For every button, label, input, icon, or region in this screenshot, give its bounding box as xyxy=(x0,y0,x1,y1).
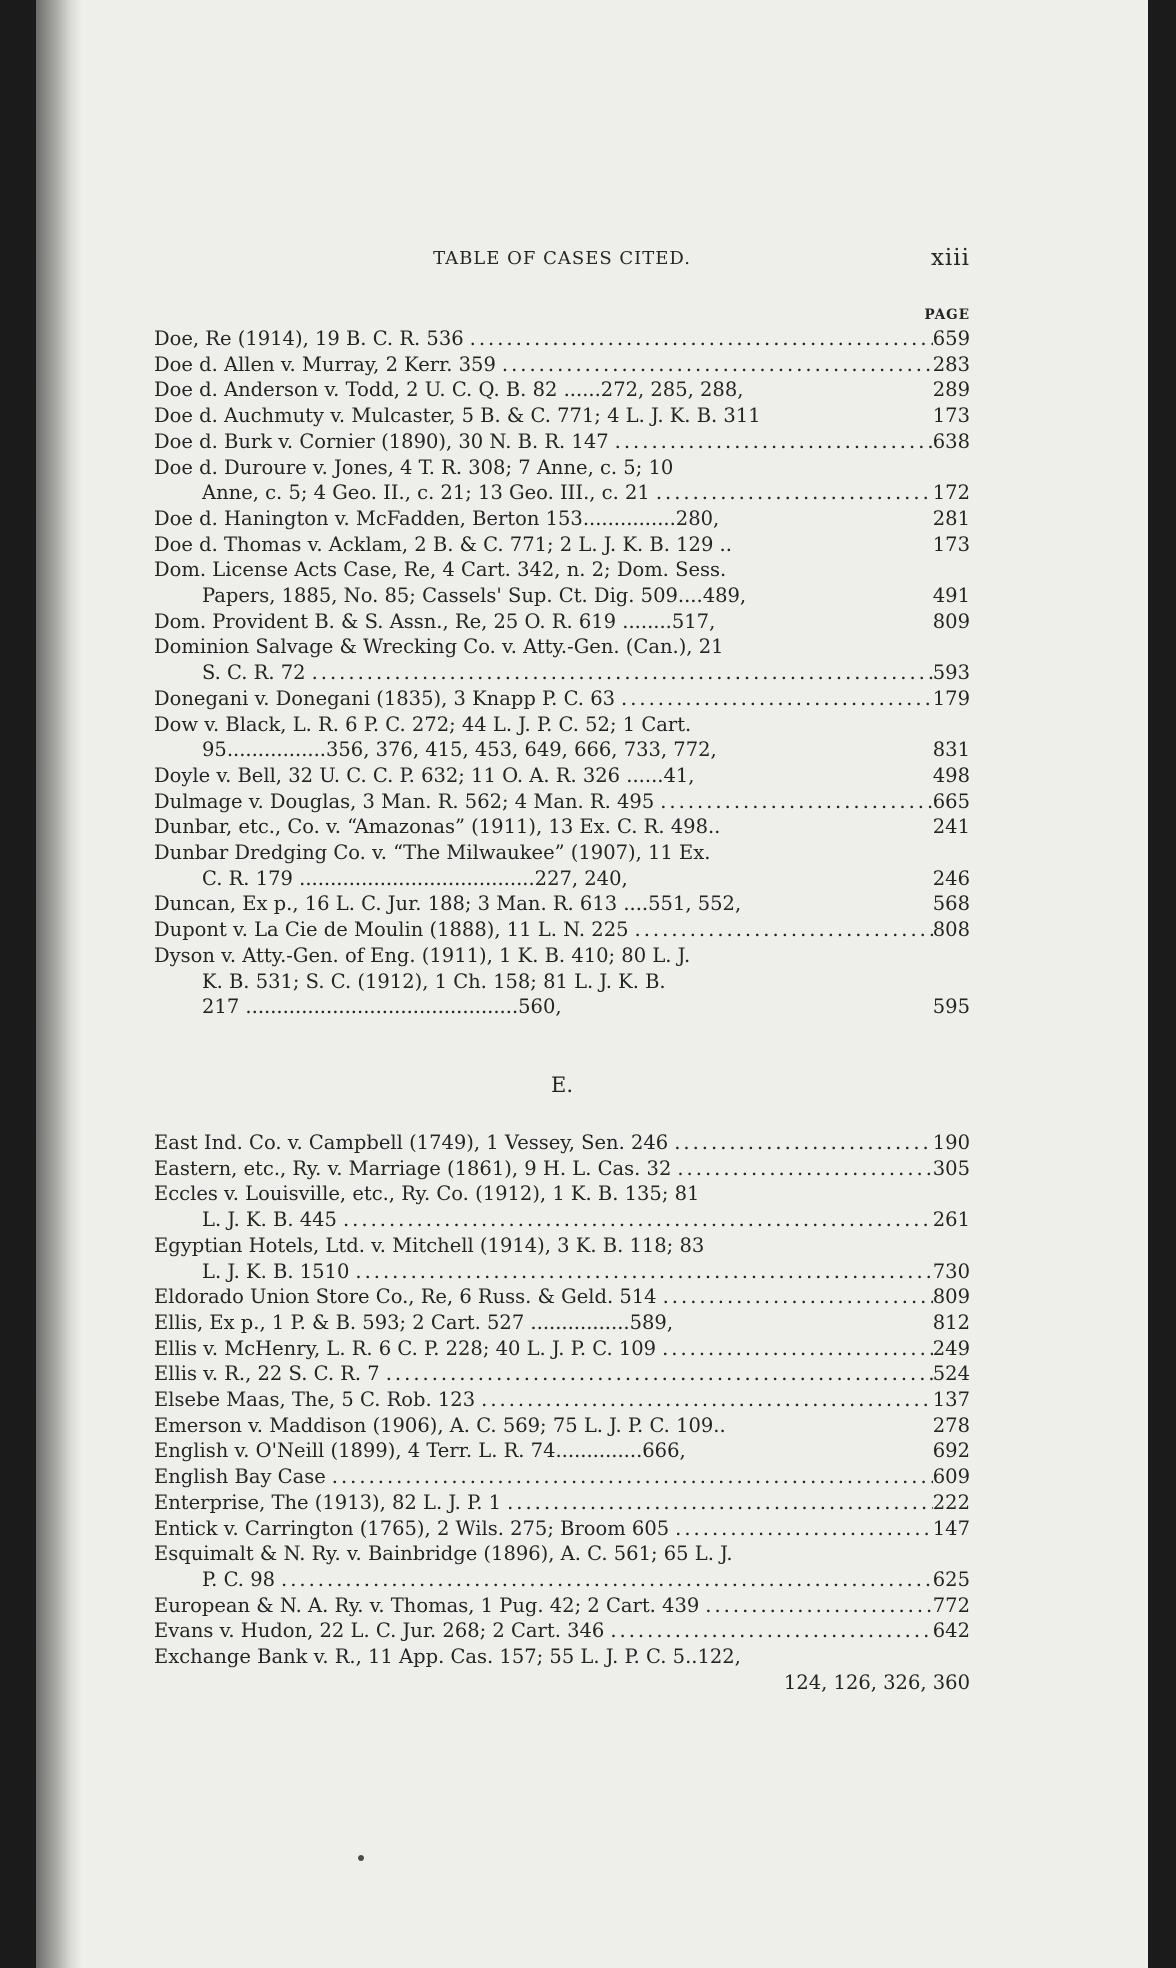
case-entry xyxy=(154,1284,970,1310)
case-entry xyxy=(154,1361,970,1387)
book-page xyxy=(36,0,1148,1968)
page-reference: 261 xyxy=(932,1208,970,1232)
case-entry-line xyxy=(154,403,970,429)
page-reference: 730 xyxy=(932,1259,970,1283)
case-entry-line xyxy=(154,686,970,712)
page-folio: xiii xyxy=(930,245,970,271)
case-entry xyxy=(154,943,970,1020)
case-citation: East Ind. Co. v. Campbell (1749), 1 Vessey, Sen. 246 xyxy=(154,1130,669,1154)
case-citation: Donegani v. Donegani (1835), 3 Knapp P. C. 63 xyxy=(154,686,616,710)
case-entry-line xyxy=(154,1387,970,1413)
case-entry-line xyxy=(154,1593,970,1619)
case-entry-line xyxy=(154,1464,970,1490)
case-entry-line xyxy=(154,866,970,892)
case-citation: Doe d. Duroure v. Jones, 4 T. R. 308; 7 Anne, c. 5; 10 xyxy=(154,455,674,479)
dot-leader xyxy=(669,1516,933,1542)
running-head: TABLE OF CASES CITED. xyxy=(433,248,691,269)
dot-leader xyxy=(326,1464,933,1490)
case-entry-line xyxy=(154,1644,970,1670)
dot-leader xyxy=(349,1259,932,1285)
dot-leader xyxy=(604,1618,932,1644)
case-entry xyxy=(154,1130,970,1156)
page-reference: 147 xyxy=(932,1516,970,1540)
case-entry xyxy=(154,814,970,840)
case-entry xyxy=(154,634,970,685)
page-reference: 137 xyxy=(932,1388,970,1412)
dot-leader xyxy=(629,917,933,943)
case-citation: Esquimalt & N. Ry. v. Bainbridge (1896), A. C. 561; 65 L. J. xyxy=(154,1542,733,1566)
page-reference: 809 xyxy=(932,1285,970,1309)
page-reference: 172 xyxy=(932,481,970,505)
case-entry-line xyxy=(154,326,970,352)
case-entry xyxy=(154,1233,970,1284)
case-citation: 217 ............................................560, xyxy=(202,995,562,1019)
page-reference: 173 xyxy=(926,532,970,556)
page-reference: 289 xyxy=(926,378,970,402)
case-entry-line xyxy=(154,814,970,840)
page-reference: 593 xyxy=(932,661,970,685)
page-reference: 360 xyxy=(926,1670,970,1694)
case-entry-line xyxy=(154,1541,970,1567)
case-citation: Emerson v. Maddison (1906), A. C. 569; 75 L. J. P. C. 109.. xyxy=(154,1413,726,1437)
case-citation: Doe d. Hanington v. McFadden, Berton 153...............280, xyxy=(154,506,720,530)
case-entry xyxy=(154,1413,970,1439)
case-citation: Dyson v. Atty.-Gen. of Eng. (1911), 1 K. B. 410; 80 L. J. xyxy=(154,943,691,967)
case-entry-line xyxy=(154,1361,970,1387)
page-reference: 638 xyxy=(932,429,970,453)
page-reference: 659 xyxy=(932,327,970,350)
case-citation: Exchange Bank v. R., 11 App. Cas. 157; 55 L. J. P. C. 5..122, xyxy=(154,1645,741,1669)
case-entry-line xyxy=(154,532,970,558)
case-entry-line xyxy=(154,1336,970,1362)
case-citation: Dupont v. La Cie de Moulin (1888), 11 L. N. 225 xyxy=(154,918,629,942)
dot-leader xyxy=(496,352,933,378)
case-entry-line xyxy=(154,1516,970,1542)
dot-leader xyxy=(615,686,933,712)
case-citation: Entick v. Carrington (1765), 2 Wils. 275; Broom 605 xyxy=(154,1516,670,1540)
case-entry-line xyxy=(154,1284,970,1310)
case-entry xyxy=(154,1490,970,1516)
page-reference: 190 xyxy=(932,1130,970,1154)
dot-leader xyxy=(656,1336,933,1362)
case-citation: K. B. 531; S. C. (1912), 1 Ch. 158; 81 L. J. K. B. xyxy=(202,969,666,993)
case-entry xyxy=(154,1464,970,1490)
case-entry-line xyxy=(154,1618,970,1644)
dot-leader xyxy=(337,1207,933,1233)
case-citation: L. J. K. B. 1510 xyxy=(202,1259,350,1283)
case-entry-line xyxy=(154,1156,970,1182)
dot-leader xyxy=(654,789,933,815)
case-entry-line xyxy=(154,1438,970,1464)
case-citation: English v. O'Neill (1899), 4 Terr. L. R. 74..............666, xyxy=(154,1439,686,1463)
case-citation: Dow v. Black, L. R. 6 P. C. 272; 44 L. J. P. C. 52; 1 Cart. xyxy=(154,712,692,736)
page-reference: 241 xyxy=(926,815,970,839)
case-entry xyxy=(154,1310,970,1336)
page-reference: 665 xyxy=(932,789,970,813)
case-entry-line xyxy=(154,480,970,506)
case-citation: Anne, c. 5; 4 Geo. II., c. 21; 13 Geo. III., c. 21 xyxy=(202,481,650,505)
case-entry-line xyxy=(154,1259,970,1285)
page-reference: 772 xyxy=(932,1593,970,1617)
case-entry-line xyxy=(154,634,970,660)
page-reference: 249 xyxy=(932,1336,970,1360)
page-reference: 831 xyxy=(926,738,970,762)
case-entry xyxy=(154,1181,970,1232)
case-entry-line xyxy=(154,1181,970,1207)
case-entry-line xyxy=(154,917,970,943)
page-reference: 179 xyxy=(932,686,970,710)
page-reference: 222 xyxy=(932,1490,970,1514)
page-column-label: PAGE xyxy=(924,307,970,323)
case-citation: Egyptian Hotels, Ltd. v. Mitchell (1914), 3 K. B. 118; 83 xyxy=(154,1233,705,1257)
page-reference: 568 xyxy=(926,892,970,916)
case-citation: S. C. R. 72 xyxy=(202,661,306,685)
page-header xyxy=(154,245,970,278)
case-entry-line xyxy=(154,712,970,738)
case-entry-line xyxy=(154,1567,970,1593)
page-reference: 283 xyxy=(932,352,970,376)
case-citation: European & N. A. Ry. v. Thomas, 1 Pug. 42; 2 Cart. 439 xyxy=(154,1593,700,1617)
dot-leader xyxy=(699,1593,932,1619)
case-entry xyxy=(154,1644,970,1695)
case-entry-line xyxy=(154,789,970,815)
case-citation: C. R. 179 ......................................227, 240, xyxy=(202,866,628,890)
case-entry xyxy=(154,789,970,815)
case-entry-line xyxy=(154,455,970,481)
dot-leader xyxy=(380,1361,933,1387)
case-citation: L. J. K. B. 445 xyxy=(202,1208,337,1232)
case-entry-line xyxy=(154,429,970,455)
case-citation: Evans v. Hudon, 22 L. C. Jur. 268; 2 Cart. 346 xyxy=(154,1619,605,1643)
case-citation: 124, 126, 326, xyxy=(783,1670,927,1694)
dot-leader xyxy=(668,1130,933,1156)
page-reference: 524 xyxy=(932,1362,970,1386)
case-citation: Ellis, Ex p., 1 P. & B. 593; 2 Cart. 527 ................589, xyxy=(154,1310,674,1334)
dot-leader xyxy=(671,1156,932,1182)
case-entry xyxy=(154,352,970,378)
case-citation: Doe, Re (1914), 19 B. C. R. 536 xyxy=(154,327,464,350)
gutter-shadow xyxy=(36,0,82,1968)
page-reference: 642 xyxy=(932,1619,970,1643)
page-reference: 692 xyxy=(926,1439,970,1463)
case-entry-line xyxy=(154,969,970,995)
dot-leader xyxy=(501,1490,933,1516)
case-citation: Duncan, Ex p., 16 L. C. Jur. 188; 3 Man. R. 613 ....551, 552, xyxy=(154,892,742,916)
case-citation: Eccles v. Louisville, etc., Ry. Co. (1912), 1 K. B. 135; 81 xyxy=(154,1182,700,1206)
page-reference: 173 xyxy=(926,404,970,428)
case-entry xyxy=(154,1516,970,1542)
page-reference: 491 xyxy=(926,584,970,608)
case-entry-line xyxy=(154,1310,970,1336)
case-entry xyxy=(154,917,970,943)
page-reference: 808 xyxy=(932,918,970,942)
page-reference: 595 xyxy=(926,995,970,1019)
case-entry-line xyxy=(154,1233,970,1259)
case-entry xyxy=(154,686,970,712)
case-citation: Doe d. Auchmuty v. Mulcaster, 5 B. & C. 771; 4 L. J. K. B. 311 xyxy=(154,404,761,428)
table-of-cases xyxy=(154,304,970,1695)
case-entry-line xyxy=(154,891,970,917)
case-citation: 95................356, 376, 415, 453, 649, 666, 733, 772, xyxy=(202,738,717,762)
case-entry xyxy=(154,1618,970,1644)
case-citation: Dom. License Acts Case, Re, 4 Cart. 342, n. 2; Dom. Sess. xyxy=(154,558,727,582)
case-entry-line xyxy=(154,609,970,635)
case-citation: Dunbar, etc., Co. v. “Amazonas” (1911), 13 Ex. C. R. 498.. xyxy=(154,815,721,839)
page-reference: 625 xyxy=(932,1567,970,1591)
case-entry xyxy=(154,1156,970,1182)
case-entry-line xyxy=(154,352,970,378)
dot-leader xyxy=(650,480,933,506)
page-reference: 498 xyxy=(926,763,970,787)
dot-leader xyxy=(275,1567,933,1593)
case-citation: Dom. Provident B. & S. Assn., Re, 25 O. R. 619 ........517, xyxy=(154,609,716,633)
case-entry xyxy=(154,1336,970,1362)
dot-leader xyxy=(475,1387,933,1413)
case-citation: Papers, 1885, No. 85; Cassels' Sup. Ct. Dig. 509....489, xyxy=(202,584,747,608)
case-entry xyxy=(154,712,970,763)
case-entry xyxy=(154,455,970,506)
case-entry xyxy=(154,326,970,352)
case-entry-line xyxy=(154,763,970,789)
case-entry xyxy=(154,1541,970,1592)
page-reference: 809 xyxy=(926,609,970,633)
case-citation: Doyle v. Bell, 32 U. C. C. P. 632; 11 O. A. R. 326 ......41, xyxy=(154,763,695,787)
case-citation: Doe d. Allen v. Murray, 2 Kerr. 359 xyxy=(154,352,496,376)
case-citation: P. C. 98 xyxy=(202,1567,276,1591)
case-entry xyxy=(154,609,970,635)
case-citation: Enterprise, The (1913), 82 L. J. P. 1 xyxy=(154,1490,502,1514)
case-entry xyxy=(154,891,970,917)
case-citation: Ellis v. McHenry, L. R. 6 C. P. 228; 40 L. J. P. C. 109 xyxy=(154,1336,657,1360)
case-citation: Ellis v. R., 22 S. C. R. 7 xyxy=(154,1362,380,1386)
case-citation: English Bay Case xyxy=(154,1465,326,1489)
case-entry-line xyxy=(154,660,970,686)
case-entry xyxy=(154,840,970,891)
section-e-entries xyxy=(154,1130,970,1695)
case-entry xyxy=(154,1387,970,1413)
case-citation: Doe d. Anderson v. Todd, 2 U. C. Q. B. 82 ......272, 285, 288, xyxy=(154,378,744,402)
page-reference: 278 xyxy=(926,1413,970,1437)
case-citation: Doe d. Burk v. Cornier (1890), 30 N. B. R. 147 xyxy=(154,429,609,453)
case-entry-line xyxy=(154,506,970,532)
page-reference: 305 xyxy=(932,1156,970,1180)
page-reference: 281 xyxy=(926,506,970,530)
case-entry xyxy=(154,506,970,532)
case-entry-line xyxy=(154,840,970,866)
case-entry-line xyxy=(154,737,970,763)
section-d-entries xyxy=(154,326,970,1020)
case-citation: Doe d. Thomas v. Acklam, 2 B. & C. 771; 2 L. J. K. B. 129 .. xyxy=(154,532,732,556)
case-entry-line xyxy=(154,1490,970,1516)
case-entry-line xyxy=(154,1207,970,1233)
case-citation: Dulmage v. Douglas, 3 Man. R. 562; 4 Man. R. 495 xyxy=(154,789,655,813)
case-entry xyxy=(154,532,970,558)
case-citation: Dunbar Dredging Co. v. “The Milwaukee” (1907), 11 Ex. xyxy=(154,841,711,865)
case-entry xyxy=(154,403,970,429)
case-entry-line xyxy=(154,994,970,1020)
case-entry-line xyxy=(154,943,970,969)
case-entry xyxy=(154,763,970,789)
page-reference: 609 xyxy=(932,1465,970,1489)
case-entry xyxy=(154,557,970,608)
dot-leader xyxy=(306,660,933,686)
case-entry xyxy=(154,377,970,403)
dot-leader xyxy=(657,1284,933,1310)
case-entry-line xyxy=(154,583,970,609)
case-entry-line xyxy=(154,377,970,403)
page-reference: 246 xyxy=(926,866,970,890)
case-entry xyxy=(154,1593,970,1619)
dot-leader xyxy=(609,429,933,455)
case-entry-line xyxy=(154,1670,970,1696)
ink-speck xyxy=(358,1855,364,1861)
case-citation: Eastern, etc., Ry. v. Marriage (1861), 9 H. L. Cas. 32 xyxy=(154,1156,672,1180)
section-heading-e: E. xyxy=(550,1072,573,1097)
case-entry xyxy=(154,1438,970,1464)
dot-leader xyxy=(464,326,933,352)
case-entry-line xyxy=(154,1130,970,1156)
case-citation: Eldorado Union Store Co., Re, 6 Russ. & Geld. 514 xyxy=(154,1285,657,1309)
case-citation: Elsebe Maas, The, 5 C. Rob. 123 xyxy=(154,1388,476,1412)
case-entry-line xyxy=(154,1413,970,1439)
case-entry-line xyxy=(154,557,970,583)
case-citation: Dominion Salvage & Wrecking Co. v. Atty.-Gen. (Can.), 21 xyxy=(154,635,724,659)
page-reference: 812 xyxy=(926,1310,970,1334)
case-entry xyxy=(154,429,970,455)
